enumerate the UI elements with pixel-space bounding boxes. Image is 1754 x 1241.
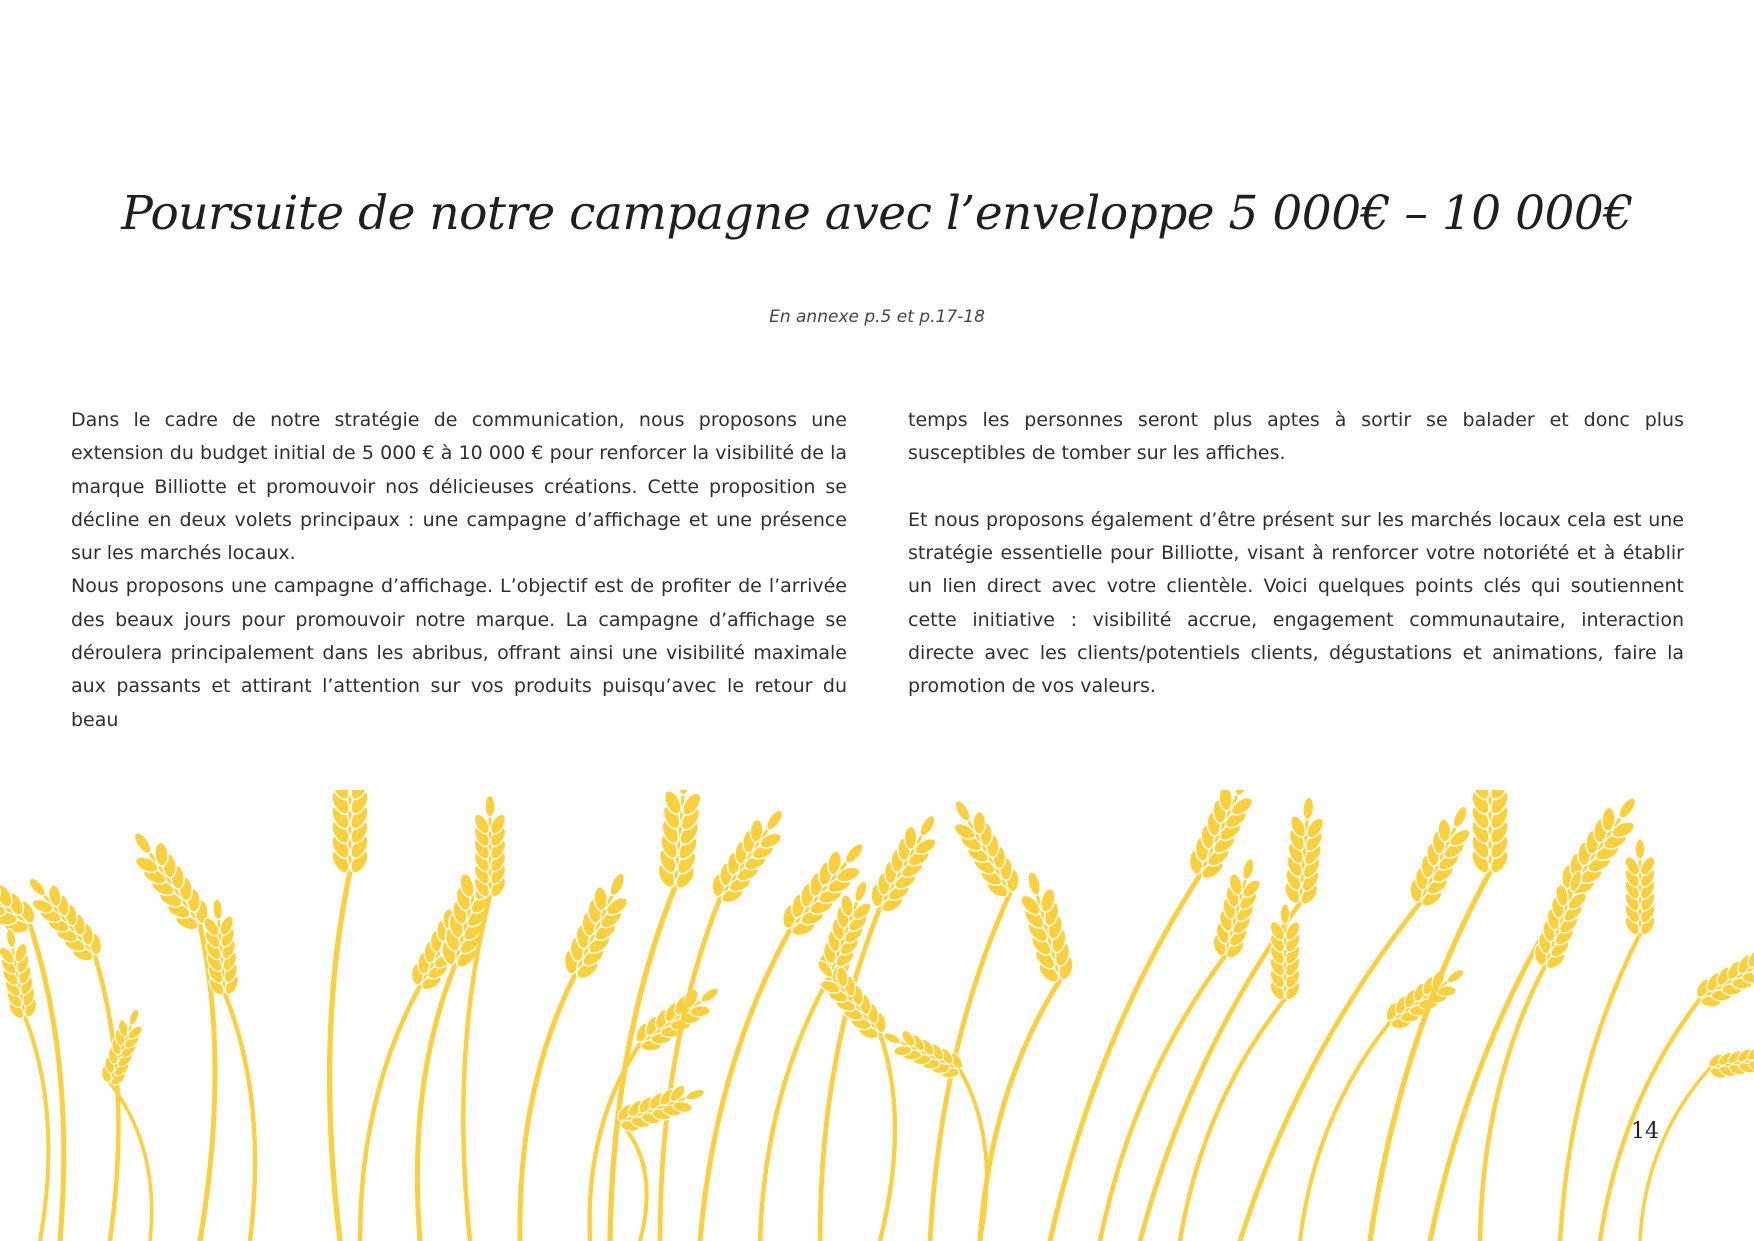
wheat-stalk bbox=[1050, 875, 1200, 1241]
paragraph-spacer bbox=[908, 471, 1684, 504]
wheat-stalk bbox=[700, 930, 790, 1241]
wheat-head bbox=[653, 790, 707, 893]
wheat-stalk bbox=[960, 1070, 987, 1241]
wheat-head bbox=[96, 1004, 151, 1090]
wheat-head bbox=[1280, 795, 1329, 908]
wheat-head bbox=[612, 1076, 710, 1139]
billboard-campaign-paragraph: Nous proposons une campagne d’affichage. L’objectif est de profiter de l’arrivée des beaux jours pour promouvoir notre marque. La campagne d’affichage se déroulera principalement dans les abribus, offrant ainsi une visibilité maximale aux passants et attirant l’attention sur vos produits puisqu’avec le retour du beau bbox=[71, 575, 847, 731]
wheat-head bbox=[1267, 904, 1302, 1002]
page-number: 14 bbox=[1631, 1119, 1659, 1144]
annex-reference: En annexe p.5 et p.17-18 bbox=[769, 307, 985, 327]
billboard-continuation-paragraph: temps les personnes seront plus aptes à sortir se balader et donc plus susceptibles de tomber sur les affiches. bbox=[908, 409, 1684, 465]
wheat-head bbox=[702, 800, 797, 912]
wheat-head bbox=[1011, 866, 1081, 988]
wheat-stalk bbox=[610, 887, 675, 1241]
wheat-stalk bbox=[1640, 1068, 1710, 1241]
wheat-stalk bbox=[1480, 966, 1545, 1241]
intro-paragraph: Dans le cadre de notre stratégie de communication, nous proposons une extension du budget initial de 5 000 € à 10 000 € pour renforcer la visibilité de la marque Billiotte et promouvoir nos délicieuses créations. Cette proposition se décline en deux volets principaux : une campagne d’affichage et une présence sur les marchés locaux. bbox=[71, 409, 847, 565]
wheat-head bbox=[471, 795, 508, 899]
local-markets-paragraph: Et nous proposons également d’être présent sur les marchés locaux cela est une stratégie essentielle pour Billiotte, visant à renforcer votre notoriété et à établir un lien direct avec votre clientèle. Voici quelques points clés qui soutiennent cette initiative : visibilité accrue, engagement communautaire, interaction directe avec les clients/potentiels clients, dégustations et animations, faire la promotion de vos valeurs. bbox=[908, 508, 1684, 698]
wheat-stalk bbox=[1100, 956, 1225, 1241]
wheat-stalk bbox=[620, 1122, 647, 1241]
wheat-head bbox=[1378, 957, 1473, 1037]
wheat-stalk bbox=[1370, 872, 1490, 1241]
wheat-field-illustration bbox=[0, 790, 1754, 1241]
wheat-stalk bbox=[980, 980, 1060, 1241]
wheat-stalk bbox=[1180, 999, 1285, 1241]
right-column bbox=[908, 404, 1684, 704]
wheat-stalk bbox=[225, 994, 255, 1241]
wheat-head bbox=[555, 865, 641, 987]
wheat-stalk bbox=[880, 1034, 895, 1241]
wheat-head bbox=[328, 790, 371, 876]
left-column bbox=[71, 404, 847, 737]
wheat-stalk bbox=[417, 965, 455, 1241]
wheat-head bbox=[1622, 839, 1657, 937]
wheat-stalk bbox=[95, 956, 118, 1241]
wheat-head bbox=[1705, 1040, 1754, 1082]
wheat-head bbox=[1468, 790, 1511, 876]
wheat-head bbox=[861, 806, 950, 921]
wheat-stalk bbox=[25, 1017, 48, 1241]
wheat-stalk bbox=[330, 872, 350, 1241]
wheat-stalk bbox=[360, 986, 420, 1241]
wheat-head bbox=[1401, 798, 1483, 914]
wheat-stalk bbox=[520, 975, 575, 1241]
page-title: Poursuite de notre campagne avec l’enveloppe 5 000€ – 10 000€ bbox=[121, 186, 1633, 241]
wheat-head bbox=[940, 791, 1029, 906]
wheat-stalk bbox=[660, 898, 720, 1241]
wheat-stalk bbox=[1560, 934, 1640, 1241]
